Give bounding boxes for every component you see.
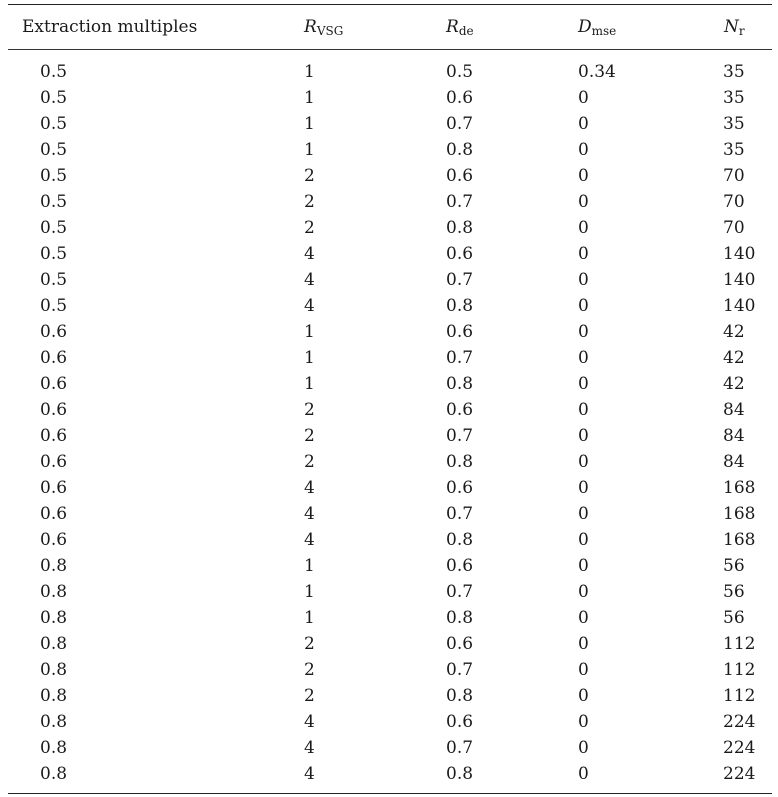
- table-row: [8, 241, 772, 267]
- table-cell: 0.7: [446, 504, 474, 524]
- table-cell: 56: [723, 582, 745, 602]
- table-cell: 168: [723, 478, 756, 498]
- header-subscript: VSG: [316, 24, 344, 38]
- table-cell: 0.8: [40, 686, 68, 706]
- table-cell: 140: [723, 296, 756, 316]
- table-cell: 1: [304, 608, 315, 628]
- table-cell: 0.5: [446, 62, 474, 82]
- table-cell: 1: [304, 88, 315, 108]
- table-cell: 0.6: [40, 322, 68, 342]
- table-cell: 0: [578, 608, 589, 628]
- table-row: [8, 579, 772, 605]
- table-cell: 0: [578, 764, 589, 784]
- table-row: [8, 163, 772, 189]
- table-cell: 224: [723, 712, 756, 732]
- table-cell: 0.5: [40, 218, 68, 238]
- table-cell: 56: [723, 608, 745, 628]
- table-cell: 168: [723, 530, 756, 550]
- table-cell: 2: [304, 660, 315, 680]
- table-cell: 224: [723, 764, 756, 784]
- table-cell: 42: [723, 322, 745, 342]
- header-symbol: N: [724, 17, 739, 37]
- table-cell: 4: [304, 530, 315, 550]
- table-row: [8, 475, 772, 501]
- table-cell: 2: [304, 686, 315, 706]
- table-cell: 0.5: [40, 270, 68, 290]
- table-cell: 0: [578, 660, 589, 680]
- table-cell: 140: [723, 270, 756, 290]
- table-cell: 35: [723, 88, 745, 108]
- table-cell: 0.8: [40, 712, 68, 732]
- header-subscript: r: [738, 24, 745, 38]
- table-cell: 0: [578, 686, 589, 706]
- table-cell: 0.34: [578, 62, 616, 82]
- table-row: [8, 527, 772, 553]
- table-cell: 1: [304, 62, 315, 82]
- table-cell: 0.6: [40, 426, 68, 446]
- table-row: [8, 397, 772, 423]
- table-cell: 0: [578, 166, 589, 186]
- table-cell: 2: [304, 426, 315, 446]
- table-cell: 84: [723, 452, 745, 472]
- table-bottom-rule: [8, 793, 772, 794]
- table-row: [8, 709, 772, 735]
- table-cell: 2: [304, 634, 315, 654]
- table-cell: 140: [723, 244, 756, 264]
- table-cell: 4: [304, 738, 315, 758]
- table-cell: 112: [723, 634, 756, 654]
- table-cell: 0: [578, 426, 589, 446]
- table-cell: 0.8: [446, 530, 474, 550]
- table-cell: 0: [578, 348, 589, 368]
- table-cell: 0.6: [40, 374, 68, 394]
- table-row: [8, 111, 772, 137]
- table-cell: 1: [304, 348, 315, 368]
- table-cell: 2: [304, 400, 315, 420]
- table-cell: 0: [578, 218, 589, 238]
- table-cell: 0.7: [446, 348, 474, 368]
- table-cell: 70: [723, 218, 745, 238]
- table-row: [8, 371, 772, 397]
- table-cell: 0.6: [446, 478, 474, 498]
- table-cell: 4: [304, 244, 315, 264]
- table-row: [8, 189, 772, 215]
- table-cell: 0.6: [446, 166, 474, 186]
- table-cell: 0.5: [40, 114, 68, 134]
- table-cell: 0.8: [446, 374, 474, 394]
- table-header-row: [8, 5, 772, 49]
- table-row: [8, 683, 772, 709]
- table-body: [8, 50, 772, 793]
- table-cell: 0.7: [446, 192, 474, 212]
- table-cell: 0: [578, 374, 589, 394]
- table-row: [8, 761, 772, 787]
- table-cell: 0.8: [446, 686, 474, 706]
- table-cell: 0.6: [40, 504, 68, 524]
- table-cell: 35: [723, 114, 745, 134]
- table-cell: 0.5: [40, 192, 68, 212]
- table-row: [8, 423, 772, 449]
- table-cell: 0.6: [40, 400, 68, 420]
- table-cell: 0.5: [40, 166, 68, 186]
- table-cell: 0: [578, 244, 589, 264]
- table-row: [8, 267, 772, 293]
- table-cell: 0: [578, 140, 589, 160]
- table-cell: 0.8: [40, 738, 68, 758]
- table-row: [8, 605, 772, 631]
- table-cell: 0.8: [446, 764, 474, 784]
- table-cell: 112: [723, 660, 756, 680]
- table-cell: 0.6: [40, 530, 68, 550]
- table-row: [8, 735, 772, 761]
- table-cell: 2: [304, 452, 315, 472]
- table-cell: 4: [304, 270, 315, 290]
- table-cell: 0: [578, 88, 589, 108]
- table-cell: 0.8: [446, 296, 474, 316]
- table-cell: 168: [723, 504, 756, 524]
- table-row: [8, 553, 772, 579]
- table-row: [8, 215, 772, 241]
- table-cell: 0.7: [446, 660, 474, 680]
- table-cell: 0.6: [446, 634, 474, 654]
- table-cell: 84: [723, 426, 745, 446]
- table-cell: 0: [578, 504, 589, 524]
- table-cell: 0: [578, 114, 589, 134]
- table-cell: 1: [304, 556, 315, 576]
- table-row: [8, 293, 772, 319]
- table-cell: 0: [578, 400, 589, 420]
- table-cell: 0.7: [446, 270, 474, 290]
- table-cell: 0.6: [40, 452, 68, 472]
- table-cell: 0.6: [446, 712, 474, 732]
- table-cell: 112: [723, 686, 756, 706]
- table-cell: 0.8: [40, 764, 68, 784]
- table-cell: 1: [304, 140, 315, 160]
- header-n-r: [724, 5, 745, 49]
- header-r-de: [446, 5, 474, 49]
- table-cell: 4: [304, 712, 315, 732]
- table-cell: 0: [578, 530, 589, 550]
- table-cell: 0.5: [40, 244, 68, 264]
- table-cell: 0.7: [446, 114, 474, 134]
- table-cell: 0.5: [40, 140, 68, 160]
- table-row: [8, 501, 772, 527]
- table-cell: 2: [304, 218, 315, 238]
- table-cell: 0.6: [446, 556, 474, 576]
- table-row: [8, 137, 772, 163]
- table-cell: 0.6: [40, 348, 68, 368]
- table-cell: 0.5: [40, 296, 68, 316]
- table-cell: 0: [578, 296, 589, 316]
- table-cell: 0.8: [446, 218, 474, 238]
- table-cell: 84: [723, 400, 745, 420]
- header-d-mse: [578, 5, 616, 49]
- table-cell: 0.8: [446, 452, 474, 472]
- table-cell: 4: [304, 296, 315, 316]
- table-cell: 0.7: [446, 426, 474, 446]
- header-symbol: D: [578, 17, 592, 37]
- table-cell: 0.8: [40, 634, 68, 654]
- table-row: [8, 85, 772, 111]
- table-cell: 0.6: [40, 478, 68, 498]
- table-cell: 0: [578, 712, 589, 732]
- table-cell: 0.5: [40, 62, 68, 82]
- table-row: [8, 345, 772, 371]
- data-table: [8, 4, 772, 794]
- table-cell: 0: [578, 582, 589, 602]
- table-cell: 70: [723, 166, 745, 186]
- table-cell: 0: [578, 634, 589, 654]
- table-cell: 35: [723, 62, 745, 82]
- table-cell: 35: [723, 140, 745, 160]
- table-cell: 42: [723, 374, 745, 394]
- table-row: [8, 631, 772, 657]
- table-cell: 70: [723, 192, 745, 212]
- table-row: [8, 319, 772, 345]
- table-cell: 0: [578, 192, 589, 212]
- table-cell: 4: [304, 764, 315, 784]
- table-row: [8, 657, 772, 683]
- table-cell: 0: [578, 738, 589, 758]
- header-subscript: de: [458, 24, 474, 38]
- table-cell: 0.8: [40, 608, 68, 628]
- table-cell: 2: [304, 192, 315, 212]
- table-cell: 0.5: [40, 88, 68, 108]
- table-cell: 0: [578, 556, 589, 576]
- table-cell: 56: [723, 556, 745, 576]
- table-cell: 0: [578, 270, 589, 290]
- header-symbol: R: [446, 17, 459, 37]
- table-cell: 0.6: [446, 88, 474, 108]
- header-extraction-multiples: [22, 5, 197, 49]
- table-cell: 0.8: [446, 140, 474, 160]
- table-cell: 1: [304, 582, 315, 602]
- table-cell: 1: [304, 374, 315, 394]
- header-symbol: R: [304, 17, 317, 37]
- table-cell: 224: [723, 738, 756, 758]
- table-cell: 1: [304, 114, 315, 134]
- table-cell: 0: [578, 322, 589, 342]
- table-cell: 0.6: [446, 244, 474, 264]
- table-cell: 0.7: [446, 582, 474, 602]
- table-cell: 4: [304, 478, 315, 498]
- table-cell: 0: [578, 452, 589, 472]
- table-cell: 0: [578, 478, 589, 498]
- table-cell: 42: [723, 348, 745, 368]
- table-row: [8, 449, 772, 475]
- table-cell: 0.8: [40, 556, 68, 576]
- table-cell: 0.6: [446, 322, 474, 342]
- table-cell: 0.8: [40, 660, 68, 680]
- table-row: [8, 59, 772, 85]
- header-r-vsg: [304, 5, 343, 49]
- header-subscript: mse: [591, 24, 617, 38]
- table-cell: 0.8: [446, 608, 474, 628]
- table-cell: 1: [304, 322, 315, 342]
- table-cell: 2: [304, 166, 315, 186]
- table-cell: 0.8: [40, 582, 68, 602]
- table-cell: 4: [304, 504, 315, 524]
- header-label: Extraction multiples: [22, 17, 198, 37]
- table-cell: 0.6: [446, 400, 474, 420]
- table-cell: 0.7: [446, 738, 474, 758]
